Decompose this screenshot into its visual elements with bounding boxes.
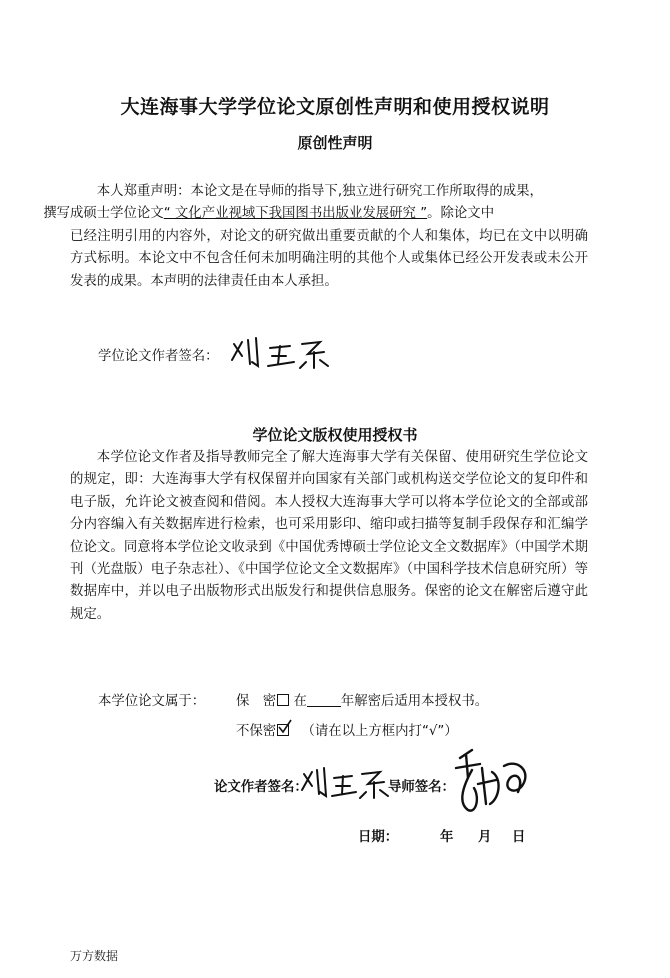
date-year-label: 年	[440, 830, 454, 845]
belongs-label: 本学位论文属于：	[98, 694, 206, 709]
author-sign-label: 论文作者签名：	[214, 780, 308, 795]
secret-year-blank[interactable]	[307, 694, 341, 707]
non-secret-hint: （请在以上方框内打“√”）	[301, 724, 458, 739]
originality-author-sign-label: 学位论文作者签名：	[98, 349, 219, 364]
originality-statement	[43, 181, 588, 293]
secret-suffix: 年解密后适用本授权书。	[340, 694, 489, 709]
originality-rest: 已经注明引用的内容外，对论文的研究做出重要贡献的个人和集体，均已在文中以明确方式标明。本论文中不包含任何未加明确注明的其他个人或集体已经公开发表或未公开发表的成果。本声明的法律责任由本人承担。	[70, 228, 588, 289]
non-secret-option	[236, 720, 458, 739]
non-secret-checkbox[interactable]	[277, 724, 289, 736]
secret-mid: 在	[293, 694, 307, 709]
document-title: 大连海事大学学位论文原创性声明和使用授权说明	[120, 96, 550, 118]
advisor-sign-label: 导师签名：	[388, 780, 455, 795]
originality-line2-suffix: 。除论文中	[427, 206, 495, 222]
originality-line1: 本人郑重声明：本论文是在导师的指导下,独立进行研究工作所取得的成果，	[96, 184, 543, 199]
secret-option	[236, 690, 488, 709]
footer-watermark: 万方数据	[70, 949, 119, 963]
check-mark-icon	[277, 719, 293, 735]
secret-label: 保 密	[236, 694, 277, 709]
non-secret-label: 不保密	[236, 724, 277, 739]
date-day-label: 日	[512, 830, 526, 845]
originality-heading: 原创性声明	[297, 134, 373, 152]
thesis-title: “ 文化产业视域下我国图书出版业发展研究 ”	[163, 206, 428, 222]
date-month-label: 月	[478, 830, 492, 845]
authorization-body: 本学位论文作者及指导教师完全了解大连海事大学有关保留、使用研究生学位论文的规定，即：大连海事大学有权保留并向国家有关部门或机构送交学位论文的复印件和电子版，允许论文被查阅和借阅。本人授权大连海事大学可以将本学位论文的全部或部分内容编入有关数据库进行检索，也可采用影印、缩印或扫描等复制手段保存和汇编学位论文。同意将本学位论文收录到《中国优秀博硕士学位论文全文数据库》（中国学术期刊（光盘版）电子杂志社）、《中国学位论文全文数据库》（中国科学技术信息研究所）等数据库中，并以电子出版物形式出版发行和提供信息服务。保密的论文在解密后遵守此规定。	[70, 450, 588, 622]
originality-line2-prefix: 撰写成硕士学位论文	[43, 206, 164, 222]
secret-checkbox[interactable]	[277, 694, 289, 706]
authorization-heading: 学位论文版权使用授权书	[252, 426, 418, 444]
advisor-signature	[452, 748, 534, 818]
author-signature-2	[300, 762, 390, 802]
author-signature-1	[228, 334, 338, 372]
date-label: 日期：	[358, 830, 399, 845]
